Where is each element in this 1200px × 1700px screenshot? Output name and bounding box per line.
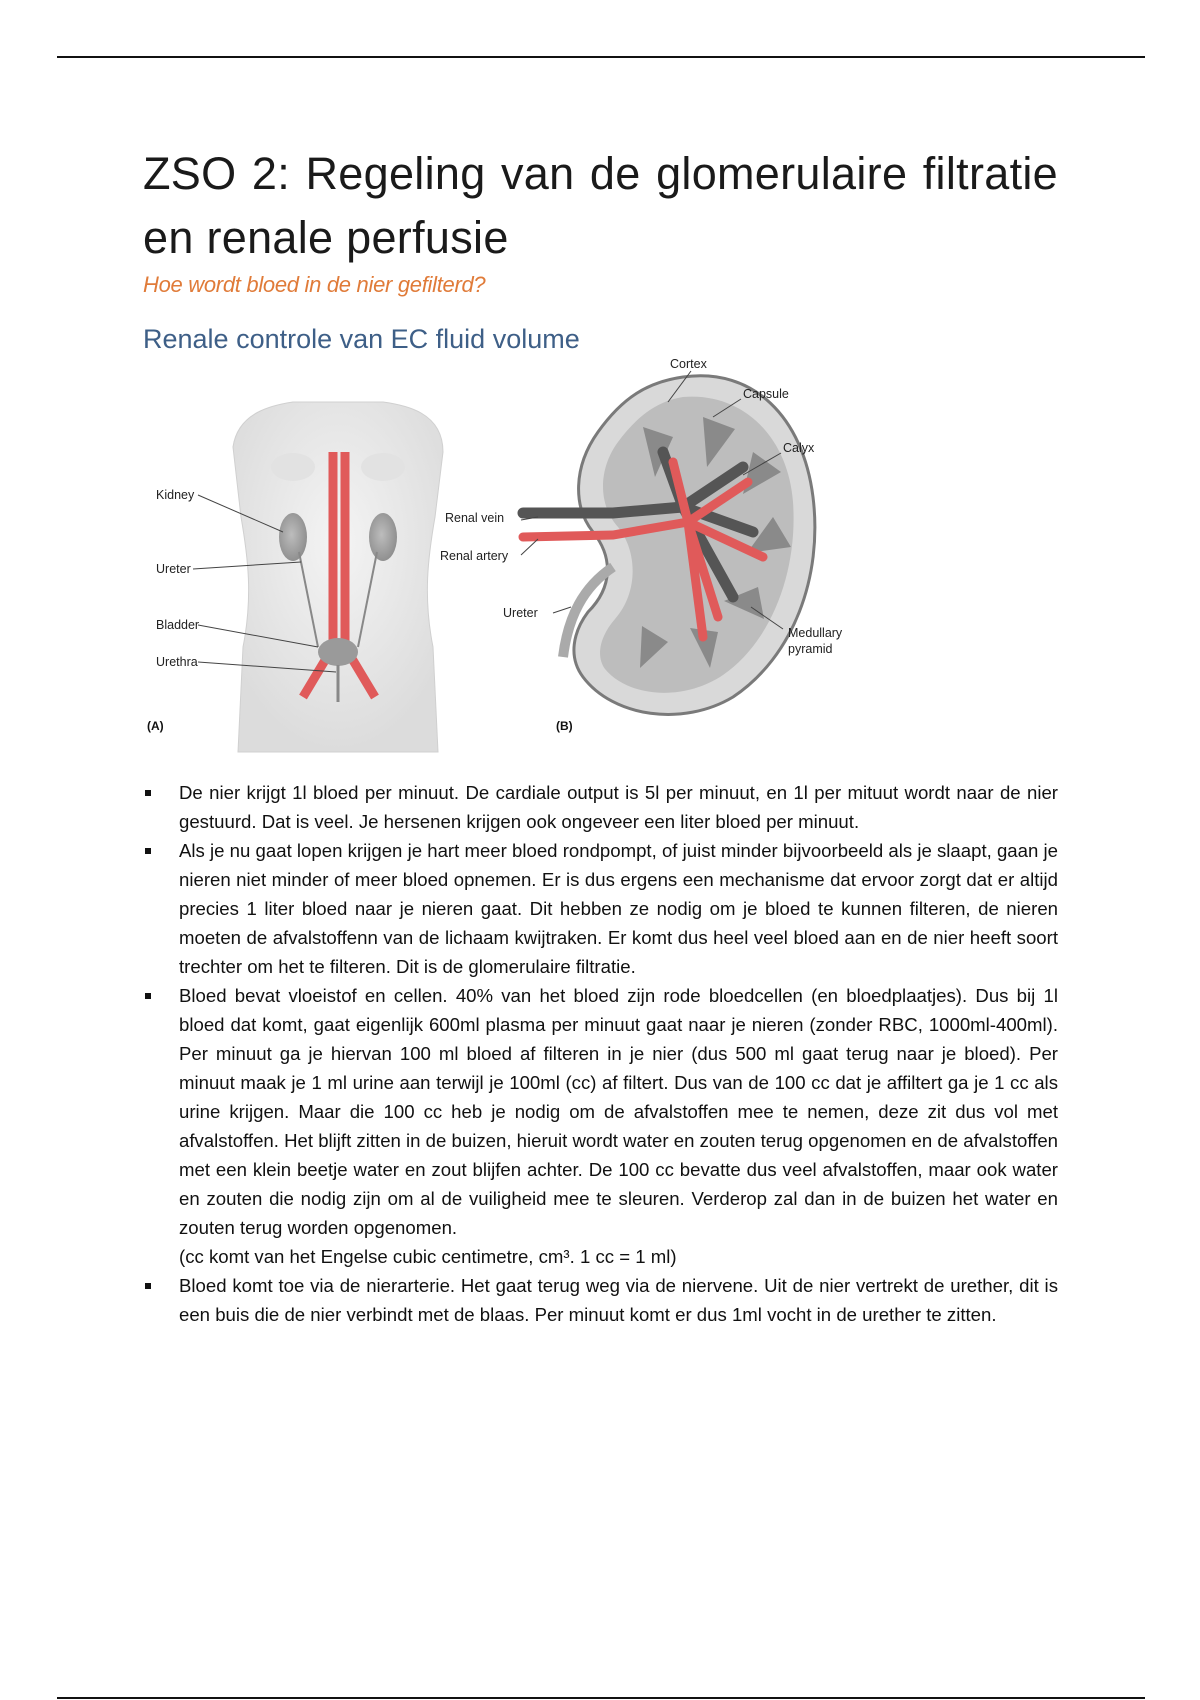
bullet-text: Bloed bevat vloeistof en cellen. 40% van het bloed zijn rode bloedcellen (en bloedplaatjes). Dus bij 1l bloed dat komt, gaat eigenlijk 600ml plasma per minuut gaat naar je nieren (zonder RBC, 1000ml-400ml). Per minuut ga je hiervan 100 ml bloed af filteren in je nier (dus 500 ml gaat terug naar je bloed). Per minuut maak je 1 ml urine aan terwijl je 100ml (cc) af filtert. Dus van de 100 cc dat je affiltert ga je 1 cc als urine krijgen. Maar die 100 cc heb je nodig om de afvalstoffen mee te nemen, deze zit dus vol met afvalstoffen. Het blijft zitten in de buizen, hieruit wordt water en zouten terug opgenomen en de afvalstoffen met een klein beetje water en zout blijfen achter. De 100 cc bevatte dus veel afvalstoffen, maar ook water en zouten die nodig zijn om al de vuiligheid mee te sleuren. Verderop zal dan in de buizen het water en zouten terug worden opgenomen.	[179, 985, 1058, 1238]
top-rule	[57, 56, 1145, 58]
label-urethra: Urethra	[156, 655, 198, 669]
list-item	[143, 778, 1058, 836]
bullet-note: (cc komt van het Engelse cubic centimetre, cm³. 1 cc = 1 ml)	[179, 1246, 677, 1267]
page-content	[143, 142, 1058, 1329]
page-title: ZSO 2: Regeling van de glomerulaire filtratie en renale perfusie	[143, 148, 1058, 263]
label-capsule: Capsule	[743, 387, 789, 401]
bullet-text: Bloed komt toe via de nierarterie. Het gaat terug weg via de niervene. Uit de nier vertrekt de urether, dit is een buis die de nier verbindt met de blaas. Per minuut komt er dus 1ml vocht in de urether te zitten.	[179, 1275, 1058, 1325]
torso-drawing	[193, 402, 443, 752]
anatomy-illustration	[143, 357, 1043, 772]
label-renal-artery: Renal artery	[440, 549, 509, 563]
label-renal-vein: Renal vein	[445, 511, 505, 525]
label-ureter-a: Ureter	[156, 562, 191, 576]
label-calyx: Calyx	[783, 441, 815, 455]
label-pyramid: pyramid	[788, 642, 833, 656]
bullet-text: Als je nu gaat lopen krijgen je hart meer bloed rondpompt, of juist minder bijvoorbeeld als je slaapt, gaan je nieren niet minder of meer bloed opnemen. Er is dus ergens een mechanisme dat ervoor zorgt dat er altijd precies 1 liter bloed naar je nieren gaat. Dit hebben ze nodig om je bloed te kunnen filteren, de nieren moeten de afvalstoffenn van de lichaam kwijtraken. Er komt dus heel veel bloed aan en de nier heeft soort trechter om het te filteren. Dit is de glomerulaire filtratie.	[179, 840, 1058, 977]
list-item	[143, 836, 1058, 981]
list-item	[143, 1271, 1058, 1329]
bullet-square-icon	[145, 1283, 151, 1289]
bullet-square-icon	[145, 790, 151, 796]
list-item	[143, 981, 1058, 1271]
label-medullary: Medullary	[788, 626, 843, 640]
bullet-square-icon	[145, 993, 151, 999]
label-kidney: Kidney	[156, 488, 195, 502]
kidney-left-shape	[279, 513, 307, 561]
bullet-text: De nier krijgt 1l bloed per minuut. De cardiale output is 5l per minuut, en 1l per mituut wordt naar de nier gestuurd. Dat is veel. Je hersenen krijgen ook ongeveer een liter bloed per minuut.	[179, 782, 1058, 832]
bladder-shape	[318, 638, 358, 666]
kidney-right-shape	[369, 513, 397, 561]
label-cortex: Cortex	[670, 357, 707, 371]
kidney-figure	[143, 357, 1043, 772]
panel-a-label: (A)	[147, 719, 164, 733]
panel-b-label: (B)	[556, 719, 573, 733]
bullet-square-icon	[145, 848, 151, 854]
bottom-rule	[57, 1697, 1145, 1699]
section-heading: Renale controle van EC fluid volume	[143, 324, 580, 354]
label-bladder: Bladder	[156, 618, 200, 632]
subtitle: Hoe wordt bloed in de nier gefilterd?	[143, 272, 486, 297]
label-ureter-b: Ureter	[503, 606, 538, 620]
bullet-list	[143, 778, 1058, 1329]
kidney-cross-section	[521, 371, 815, 714]
